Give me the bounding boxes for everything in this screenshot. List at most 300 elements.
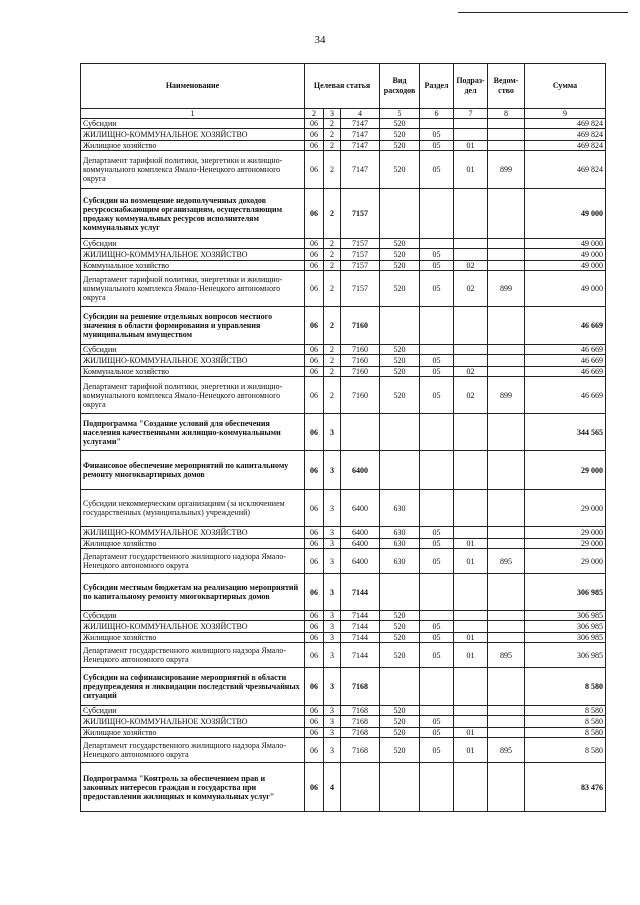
row-name: Субсидии — [81, 706, 305, 716]
subsection-code: 01 — [454, 643, 488, 668]
target-article-subprogram: 2 — [324, 151, 341, 189]
target-article-code — [341, 414, 380, 451]
expense-type: 520 — [380, 643, 420, 668]
target-article-subprogram: 2 — [324, 129, 341, 141]
target-article-program: 06 — [305, 307, 324, 345]
subsection-code: 01 — [454, 539, 488, 549]
target-article-subprogram: 2 — [324, 141, 341, 151]
row-name: Финансовое обеспечение мероприятий по капитальному ремонту многоквартирных домов — [81, 451, 305, 490]
sum-value: 8 580 — [525, 738, 606, 763]
table-row — [81, 271, 606, 307]
table-row — [81, 738, 606, 763]
target-article-program: 06 — [305, 377, 324, 414]
row-name: Подпрограмма "Контроль за обеспечением прав и законных интересов граждан и государства при предоставлении жилищных и коммунальных услуг" — [81, 763, 305, 812]
target-article-program: 06 — [305, 539, 324, 549]
target-article-program: 06 — [305, 239, 324, 249]
sum-value: 46 669 — [525, 367, 606, 377]
target-article-code: 7157 — [341, 189, 380, 239]
expense-type: 520 — [380, 611, 420, 621]
target-article-program: 06 — [305, 119, 324, 129]
row-name: ЖИЛИЩНО-КОММУНАЛЬНОЕ ХОЗЯЙСТВО — [81, 716, 305, 728]
expense-type: 520 — [380, 271, 420, 307]
sum-value: 8 580 — [525, 668, 606, 706]
expense-type: 520 — [380, 716, 420, 728]
target-article-program: 06 — [305, 611, 324, 621]
target-article-code: 7157 — [341, 249, 380, 261]
department-code — [488, 307, 525, 345]
expense-type — [380, 189, 420, 239]
column-number-row — [81, 109, 606, 119]
target-article-code: 7168 — [341, 706, 380, 716]
column-number: 9 — [525, 109, 606, 119]
section-code: 05 — [420, 539, 454, 549]
section-code: 05 — [420, 141, 454, 151]
target-article-program: 06 — [305, 738, 324, 763]
target-article-subprogram: 3 — [324, 728, 341, 738]
target-article-code: 7147 — [341, 129, 380, 141]
expense-type: 520 — [380, 141, 420, 151]
department-code — [488, 355, 525, 367]
section-code — [420, 119, 454, 129]
expense-type: 520 — [380, 367, 420, 377]
target-article-code: 7168 — [341, 738, 380, 763]
subsection-code — [454, 355, 488, 367]
table-row — [81, 668, 606, 706]
column-number: 6 — [420, 109, 454, 119]
expense-type: 520 — [380, 129, 420, 141]
section-code — [420, 189, 454, 239]
section-code — [420, 414, 454, 451]
header-section: Раздел — [420, 64, 454, 109]
target-article-subprogram: 2 — [324, 239, 341, 249]
section-code: 05 — [420, 716, 454, 728]
target-article-subprogram: 3 — [324, 643, 341, 668]
table-row — [81, 728, 606, 738]
sum-value: 306 985 — [525, 574, 606, 611]
department-code — [488, 527, 525, 539]
expense-type: 520 — [380, 633, 420, 643]
subsection-code — [454, 307, 488, 345]
table-row — [81, 643, 606, 668]
target-article-code: 7144 — [341, 621, 380, 633]
target-article-code: 6400 — [341, 451, 380, 490]
target-article-subprogram: 2 — [324, 119, 341, 129]
row-name: Субсидии на софинансирование мероприятий в области предупреждения и ликвидации последствий чрезвычайных ситуаций — [81, 668, 305, 706]
expense-type: 630 — [380, 549, 420, 574]
department-code: 895 — [488, 549, 525, 574]
section-code — [420, 345, 454, 355]
row-name: Субсидии некоммерческим организациям (за исключением государственных (муниципальных) учреждений) — [81, 490, 305, 527]
target-article-subprogram: 2 — [324, 307, 341, 345]
department-code — [488, 367, 525, 377]
subsection-code: 02 — [454, 367, 488, 377]
department-code: 895 — [488, 738, 525, 763]
row-name: Жилищное хозяйство — [81, 141, 305, 151]
target-article-subprogram: 2 — [324, 189, 341, 239]
section-code: 05 — [420, 621, 454, 633]
section-code: 05 — [420, 738, 454, 763]
table-header — [81, 64, 606, 119]
header-name: Наименование — [81, 64, 305, 109]
target-article-code: 7147 — [341, 119, 380, 129]
table-row — [81, 129, 606, 141]
target-article-program: 06 — [305, 706, 324, 716]
sum-value: 306 985 — [525, 633, 606, 643]
table-row — [81, 633, 606, 643]
table-row — [81, 414, 606, 451]
target-article-code: 7160 — [341, 355, 380, 367]
row-name: ЖИЛИЩНО-КОММУНАЛЬНОЕ ХОЗЯЙСТВО — [81, 621, 305, 633]
expense-type: 520 — [380, 728, 420, 738]
subsection-code: 01 — [454, 633, 488, 643]
target-article-subprogram: 2 — [324, 377, 341, 414]
table-row — [81, 151, 606, 189]
section-code: 05 — [420, 527, 454, 539]
target-article-code: 7168 — [341, 668, 380, 706]
sum-value: 46 669 — [525, 355, 606, 367]
table-row — [81, 490, 606, 527]
subsection-code — [454, 668, 488, 706]
section-code: 05 — [420, 633, 454, 643]
target-article-subprogram: 2 — [324, 367, 341, 377]
target-article-code: 7157 — [341, 271, 380, 307]
target-article-code: 7157 — [341, 261, 380, 271]
expense-type: 520 — [380, 249, 420, 261]
subsection-code: 01 — [454, 151, 488, 189]
header-target-article: Целевая статья — [305, 64, 380, 109]
expense-type — [380, 763, 420, 812]
row-name: Жилищное хозяйство — [81, 539, 305, 549]
section-code — [420, 611, 454, 621]
row-name: Департамент тарифной политики, энергетики и жилищно-коммунального комплекса Ямало-Ненецкого автономного округа — [81, 151, 305, 189]
sum-value: 469 824 — [525, 119, 606, 129]
department-code: 899 — [488, 271, 525, 307]
row-name: Департамент тарифной политики, энергетики и жилищно-коммунального комплекса Ямало-Ненецкого автономного округа — [81, 271, 305, 307]
subsection-code: 01 — [454, 738, 488, 763]
section-code: 05 — [420, 643, 454, 668]
department-code — [488, 189, 525, 239]
row-name: Субсидии — [81, 345, 305, 355]
department-code — [488, 611, 525, 621]
target-article-program: 06 — [305, 355, 324, 367]
target-article-program: 06 — [305, 728, 324, 738]
section-code — [420, 239, 454, 249]
expense-type: 520 — [380, 239, 420, 249]
subsection-code — [454, 239, 488, 249]
expense-type: 520 — [380, 151, 420, 189]
table-row — [81, 119, 606, 129]
subsection-code: 01 — [454, 728, 488, 738]
table-row — [81, 239, 606, 249]
page-number: 34 — [314, 34, 326, 46]
row-name: ЖИЛИЩНО-КОММУНАЛЬНОЕ ХОЗЯЙСТВО — [81, 129, 305, 141]
target-article-code: 6400 — [341, 527, 380, 539]
subsection-code — [454, 189, 488, 239]
target-article-program: 06 — [305, 549, 324, 574]
table-row — [81, 377, 606, 414]
sum-value: 8 580 — [525, 716, 606, 728]
target-article-program: 06 — [305, 451, 324, 490]
row-name: ЖИЛИЩНО-КОММУНАЛЬНОЕ ХОЗЯЙСТВО — [81, 249, 305, 261]
table-row — [81, 345, 606, 355]
table-row — [81, 355, 606, 367]
table-row — [81, 261, 606, 271]
target-article-subprogram: 3 — [324, 668, 341, 706]
subsection-code — [454, 249, 488, 261]
target-article-code: 6400 — [341, 549, 380, 574]
target-article-program: 06 — [305, 668, 324, 706]
section-code: 05 — [420, 367, 454, 377]
subsection-code — [454, 414, 488, 451]
target-article-subprogram: 3 — [324, 574, 341, 611]
target-article-code: 7160 — [341, 377, 380, 414]
table-row — [81, 549, 606, 574]
expense-type — [380, 307, 420, 345]
expense-type: 630 — [380, 527, 420, 539]
target-article-code: 7144 — [341, 574, 380, 611]
department-code — [488, 574, 525, 611]
table-row — [81, 451, 606, 490]
target-article-code: 7147 — [341, 141, 380, 151]
target-article-subprogram: 2 — [324, 261, 341, 271]
sum-value: 29 000 — [525, 539, 606, 549]
expense-type: 520 — [380, 706, 420, 716]
target-article-program: 06 — [305, 249, 324, 261]
expense-type: 520 — [380, 738, 420, 763]
target-article-program: 06 — [305, 643, 324, 668]
column-number: 2 — [305, 109, 324, 119]
expense-type — [380, 574, 420, 611]
sum-value: 29 000 — [525, 549, 606, 574]
table-row — [81, 307, 606, 345]
row-name: ЖИЛИЩНО-КОММУНАЛЬНОЕ ХОЗЯЙСТВО — [81, 355, 305, 367]
target-article-code: 7168 — [341, 728, 380, 738]
department-code — [488, 490, 525, 527]
target-article-subprogram: 3 — [324, 738, 341, 763]
target-article-program: 06 — [305, 141, 324, 151]
target-article-program: 06 — [305, 763, 324, 812]
target-article-subprogram: 3 — [324, 621, 341, 633]
section-code — [420, 763, 454, 812]
subsection-code — [454, 345, 488, 355]
section-code: 05 — [420, 129, 454, 141]
table-row — [81, 611, 606, 621]
sum-value: 29 000 — [525, 451, 606, 490]
header-department: Ведом-ство — [488, 64, 525, 109]
department-code — [488, 706, 525, 716]
row-name: Субсидии — [81, 611, 305, 621]
sum-value: 469 824 — [525, 141, 606, 151]
department-code — [488, 141, 525, 151]
department-code — [488, 763, 525, 812]
expense-type: 630 — [380, 490, 420, 527]
sum-value: 29 000 — [525, 490, 606, 527]
sum-value: 83 476 — [525, 763, 606, 812]
expense-type: 520 — [380, 355, 420, 367]
section-code: 05 — [420, 261, 454, 271]
section-code: 05 — [420, 249, 454, 261]
section-code: 05 — [420, 728, 454, 738]
table-row — [81, 249, 606, 261]
section-code — [420, 490, 454, 527]
target-article-program: 06 — [305, 490, 324, 527]
top-right-rule — [458, 12, 628, 13]
target-article-program: 06 — [305, 271, 324, 307]
department-code — [488, 261, 525, 271]
section-code — [420, 451, 454, 490]
target-article-program: 06 — [305, 261, 324, 271]
target-article-subprogram: 3 — [324, 414, 341, 451]
row-name: Жилищное хозяйство — [81, 633, 305, 643]
subsection-code — [454, 611, 488, 621]
target-article-code: 7160 — [341, 345, 380, 355]
table-row — [81, 189, 606, 239]
target-article-program: 06 — [305, 574, 324, 611]
sum-value: 8 580 — [525, 728, 606, 738]
section-code — [420, 574, 454, 611]
row-name: Коммунальное хозяйство — [81, 261, 305, 271]
column-number: 3 — [324, 109, 341, 119]
section-code — [420, 668, 454, 706]
row-name: Субсидии местным бюджетам на реализацию мероприятий по капитальному ремонту многоквартирных домов — [81, 574, 305, 611]
expense-type — [380, 414, 420, 451]
target-article-subprogram: 3 — [324, 527, 341, 539]
department-code — [488, 239, 525, 249]
target-article-program: 06 — [305, 345, 324, 355]
department-code: 899 — [488, 151, 525, 189]
section-code: 05 — [420, 151, 454, 189]
target-article-subprogram: 3 — [324, 490, 341, 527]
expense-type — [380, 451, 420, 490]
section-code: 05 — [420, 355, 454, 367]
department-code — [488, 621, 525, 633]
subsection-code — [454, 621, 488, 633]
target-article-code: 7168 — [341, 716, 380, 728]
target-article-code — [341, 763, 380, 812]
department-code: 899 — [488, 377, 525, 414]
column-number: 4 — [341, 109, 380, 119]
target-article-code: 7144 — [341, 611, 380, 621]
table-row — [81, 141, 606, 151]
column-number: 1 — [81, 109, 305, 119]
subsection-code — [454, 527, 488, 539]
table-row — [81, 621, 606, 633]
target-article-subprogram: 3 — [324, 539, 341, 549]
row-name: Подпрограмма "Создание условий для обеспечения населения качественными жилищно-коммунальными услугами" — [81, 414, 305, 451]
row-name: Субсидии — [81, 119, 305, 129]
row-name: Субсидии на решение отдельных вопросов местного значения в области формирования и управления муниципальным имуществом — [81, 307, 305, 345]
department-code — [488, 451, 525, 490]
department-code — [488, 249, 525, 261]
subsection-code: 02 — [454, 377, 488, 414]
sum-value: 306 985 — [525, 611, 606, 621]
target-article-subprogram: 2 — [324, 249, 341, 261]
subsection-code: 01 — [454, 549, 488, 574]
sum-value: 469 824 — [525, 151, 606, 189]
subsection-code: 02 — [454, 271, 488, 307]
section-code: 05 — [420, 271, 454, 307]
subsection-code — [454, 574, 488, 611]
department-code — [488, 414, 525, 451]
target-article-program: 06 — [305, 621, 324, 633]
target-article-subprogram: 3 — [324, 706, 341, 716]
row-name: Департамент государственного жилищного надзора Ямало-Ненецкого автономного округа — [81, 549, 305, 574]
expense-type: 520 — [380, 621, 420, 633]
row-name: Субсидии — [81, 239, 305, 249]
target-article-code: 7157 — [341, 239, 380, 249]
column-number: 7 — [454, 109, 488, 119]
subsection-code — [454, 490, 488, 527]
subsection-code — [454, 706, 488, 716]
expense-type: 630 — [380, 539, 420, 549]
target-article-program: 06 — [305, 527, 324, 539]
target-article-subprogram: 3 — [324, 611, 341, 621]
target-article-subprogram: 3 — [324, 549, 341, 574]
sum-value: 49 000 — [525, 271, 606, 307]
section-code: 05 — [420, 549, 454, 574]
target-article-program: 06 — [305, 129, 324, 141]
subsection-code — [454, 129, 488, 141]
target-article-program: 06 — [305, 633, 324, 643]
row-name: Субсидии на возмещение недополученных доходов ресурсоснабжающим организациям, осуществляющим продажу коммунальных ресурсов исполнителям коммунальных услуг — [81, 189, 305, 239]
expense-type — [380, 668, 420, 706]
table-body — [81, 119, 606, 812]
table-row — [81, 716, 606, 728]
target-article-program: 06 — [305, 189, 324, 239]
department-code — [488, 728, 525, 738]
target-article-subprogram: 2 — [324, 271, 341, 307]
row-name: Департамент тарифной политики, энергетики и жилищно-коммунального комплекса Ямало-Ненецкого автономного округа — [81, 377, 305, 414]
budget-table — [80, 63, 606, 812]
column-number: 5 — [380, 109, 420, 119]
target-article-subprogram: 2 — [324, 345, 341, 355]
target-article-code: 6400 — [341, 539, 380, 549]
target-article-program: 06 — [305, 367, 324, 377]
target-article-code: 7160 — [341, 367, 380, 377]
department-code — [488, 129, 525, 141]
department-code — [488, 668, 525, 706]
table-row — [81, 539, 606, 549]
sum-value: 49 000 — [525, 261, 606, 271]
subsection-code — [454, 451, 488, 490]
target-article-program: 06 — [305, 414, 324, 451]
subsection-code: 02 — [454, 261, 488, 271]
row-name: Жилищное хозяйство — [81, 728, 305, 738]
sum-value: 8 580 — [525, 706, 606, 716]
target-article-subprogram: 3 — [324, 716, 341, 728]
department-code — [488, 633, 525, 643]
target-article-program: 06 — [305, 151, 324, 189]
row-name: Департамент государственного жилищного надзора Ямало-Ненецкого автономного округа — [81, 738, 305, 763]
header-expense-type: Вид расходов — [380, 64, 420, 109]
section-code — [420, 706, 454, 716]
expense-type: 520 — [380, 119, 420, 129]
table-row — [81, 574, 606, 611]
department-code: 895 — [488, 643, 525, 668]
header-subsection: Подраз-дел — [454, 64, 488, 109]
sum-value: 469 824 — [525, 129, 606, 141]
sum-value: 46 669 — [525, 307, 606, 345]
sum-value: 344 565 — [525, 414, 606, 451]
sum-value: 49 000 — [525, 189, 606, 239]
target-article-code: 7147 — [341, 151, 380, 189]
section-code: 05 — [420, 377, 454, 414]
department-code — [488, 539, 525, 549]
subsection-code — [454, 716, 488, 728]
section-code — [420, 307, 454, 345]
expense-type: 520 — [380, 377, 420, 414]
table-row — [81, 706, 606, 716]
